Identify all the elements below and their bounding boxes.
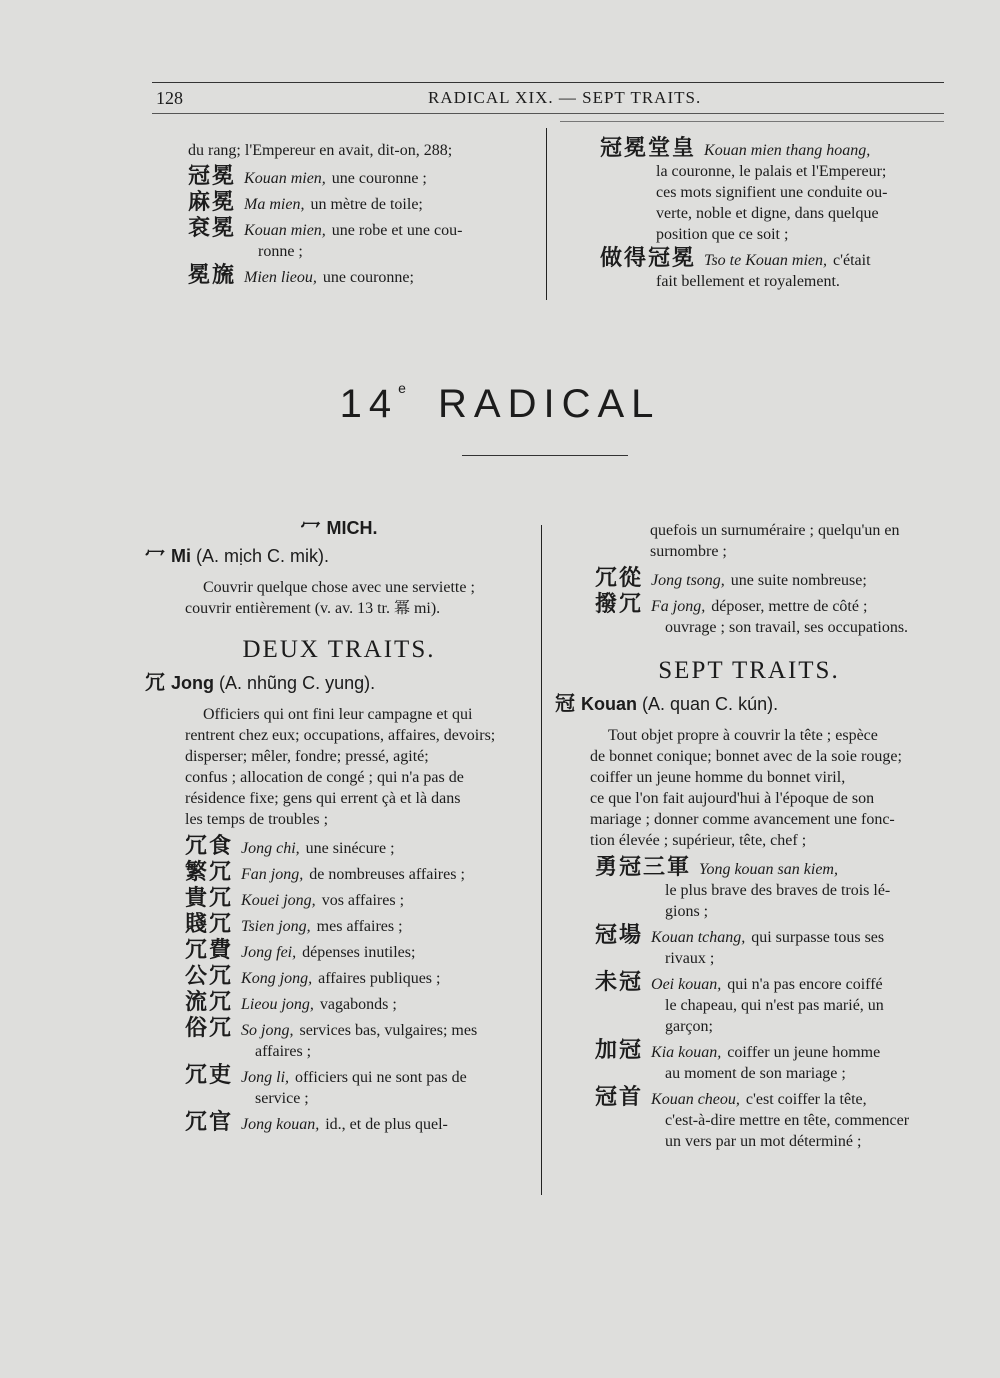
- chinese-characters: 冗官: [185, 1110, 234, 1135]
- dictionary-entry: [185, 1112, 533, 1135]
- dictionary-entry: [185, 1018, 533, 1062]
- main-column-divider: [541, 525, 542, 1195]
- romanization: Jong tsong,: [651, 572, 725, 589]
- gloss-continuation: fait bellement et royalement.: [656, 273, 840, 290]
- romanization: Tso te Kouan mien,: [704, 252, 827, 269]
- top-left-entries: [188, 166, 540, 288]
- gloss: qui surpasse tous ses: [751, 929, 885, 946]
- gloss-continuation: gions ;: [665, 903, 709, 920]
- kouan-rest: (A. quan C. kún).: [642, 694, 779, 714]
- jong-def-line: les temps de troubles ;: [185, 811, 329, 828]
- chinese-characters: 賤冗: [185, 912, 234, 937]
- jong-def-line: rentrent chez eux; occupations, affaires, devoirs;: [185, 727, 496, 744]
- dictionary-entry: [595, 972, 943, 1037]
- romanization: So jong,: [241, 1022, 294, 1039]
- gloss-continuation: verte, noble et digne, dans quelque: [656, 205, 879, 222]
- romanization: Fan jong,: [241, 866, 304, 883]
- radical-glyph: 冖: [300, 515, 321, 539]
- gloss: mes affaires ;: [316, 918, 403, 935]
- gloss: une sinécure ;: [305, 840, 395, 857]
- kouan-def-line: mariage ; donner comme avancement une fonc-: [590, 811, 895, 828]
- kouan-definition: [555, 725, 943, 851]
- dictionary-entry: [185, 940, 533, 963]
- entry-line: [595, 925, 943, 948]
- kouan-headword: [555, 693, 943, 715]
- dictionary-entry: [595, 925, 943, 969]
- entry-line: [185, 992, 533, 1015]
- entry-line: [185, 940, 533, 963]
- chinese-characters: 加冠: [595, 1038, 644, 1063]
- gloss: une couronne ;: [331, 170, 427, 187]
- gloss-continuation: ouvrage ; son travail, ses occupations.: [665, 619, 909, 636]
- chinese-characters: 做得冠冕: [600, 246, 697, 271]
- romanization: Jong kouan,: [241, 1116, 320, 1133]
- radical-head-text: MICH.: [326, 518, 378, 538]
- romanization: Kong jong,: [241, 970, 313, 987]
- entry-line: [185, 836, 533, 859]
- gloss: une robe et une cou-: [331, 222, 463, 239]
- radical-word: RADICAL: [438, 382, 661, 426]
- romanization: Jong chi,: [241, 840, 300, 857]
- gloss: déposer, mettre de côté ;: [711, 598, 868, 615]
- jong-compounds: [145, 836, 533, 1135]
- jong-bold: Jong: [171, 673, 214, 693]
- entry-line: [185, 862, 533, 885]
- gloss-continuation: un vers par un mot déterminé ;: [665, 1133, 862, 1150]
- chinese-characters: 冗食: [185, 834, 234, 859]
- left-column: [145, 517, 533, 1138]
- gloss: une couronne;: [322, 269, 414, 286]
- romanization: Kouan mien,: [244, 222, 326, 239]
- carry-line: surnombre ;: [650, 543, 727, 560]
- mi-def-line: Couvrir quelque chose avec une serviette ;: [203, 579, 475, 596]
- chinese-characters: 俗冗: [185, 1016, 234, 1041]
- mi-glyph: 冖: [145, 543, 165, 567]
- kouan-def-line: tion élevée ; supérieur, tête, chef ;: [590, 832, 807, 849]
- chinese-characters: 冗吏: [185, 1063, 234, 1088]
- gloss: coiffer un jeune homme: [727, 1044, 881, 1061]
- section-sept-traits: SEPT TRAITS.: [658, 657, 840, 684]
- jong-def-line: confus ; allocation de congé ; qui n'a pas de: [185, 769, 464, 786]
- entry-line: [185, 914, 533, 937]
- mi-headword: [145, 545, 533, 567]
- dictionary-entry: [185, 836, 533, 859]
- romanization: Kouan mien thang hoang,: [704, 142, 871, 159]
- chinese-characters: 流冗: [185, 990, 234, 1015]
- chinese-characters: 繁冗: [185, 860, 234, 885]
- romanization: Kouan mien,: [244, 170, 326, 187]
- jong-def-line: Officiers qui ont fini leur campagne et qui: [203, 706, 473, 723]
- title-rule: [462, 455, 628, 456]
- dictionary-entry: [595, 1040, 943, 1084]
- radical-superscript: e: [398, 380, 406, 396]
- entry-line: [185, 1065, 533, 1088]
- dictionary-entry: [595, 568, 943, 591]
- gloss: c'est coiffer la tête,: [745, 1091, 867, 1108]
- chinese-characters: 冗費: [185, 938, 234, 963]
- gloss-continuation: le plus brave des braves de trois lé-: [665, 882, 891, 899]
- entry-line: [595, 1040, 943, 1063]
- gloss-continuation: affaires ;: [255, 1043, 312, 1060]
- romanization: Mien lieou,: [244, 269, 317, 286]
- mi-def-line: couvrir entièrement (v. av. 13 tr. 冪 mi).: [185, 600, 441, 617]
- dictionary-entry: [188, 218, 540, 262]
- gloss: affaires publiques ;: [318, 970, 441, 987]
- running-title: RADICAL XIX. — SEPT TRAITS.: [428, 88, 702, 107]
- kouan-compounds: [555, 857, 943, 1152]
- dictionary-entry: [185, 1065, 533, 1109]
- entry-line: [185, 1018, 533, 1041]
- dictionary-entry: [185, 992, 533, 1015]
- jong-def-line: résidence fixe; gens qui errent çà et là dans: [185, 790, 461, 807]
- chinese-characters: 冕旒: [188, 263, 237, 288]
- gloss-continuation: la couronne, le palais et l'Empereur;: [656, 163, 887, 180]
- dictionary-entry: [185, 862, 533, 885]
- entry-line: [595, 857, 943, 880]
- dictionary-entry: [188, 192, 540, 215]
- kouan-def-line: de bonnet conique; bonnet avec de la soie rouge;: [590, 748, 902, 765]
- section-deux-traits: DEUX TRAITS.: [242, 636, 436, 663]
- jong-rest: (A. nhũng C. yung).: [219, 673, 376, 693]
- mi-rest: (A. mịch C. mik).: [196, 546, 330, 566]
- gloss-continuation: ronne ;: [258, 243, 303, 260]
- gloss-continuation: rivaux ;: [665, 950, 715, 967]
- jong-compounds-cont: [555, 568, 943, 638]
- romanization: Jong li,: [241, 1069, 290, 1086]
- jong-glyph: 冗: [145, 670, 165, 694]
- gloss: dépenses inutiles;: [302, 944, 416, 961]
- entry-line: [188, 192, 540, 215]
- kouan-def-line: ce que l'on fait aujourd'hui à l'époque de son: [590, 790, 875, 807]
- chinese-characters: 冠場: [595, 923, 644, 948]
- dictionary-entry: [188, 265, 540, 288]
- entry-line: [600, 248, 945, 271]
- page-number: 128: [156, 88, 183, 108]
- dictionary-entry: [185, 888, 533, 911]
- gloss-continuation: garçon;: [665, 1018, 713, 1035]
- header-rule-top: [152, 82, 944, 83]
- top-column-divider: [546, 128, 547, 300]
- radical-number: 14: [339, 382, 399, 426]
- gloss: services bas, vulgaires; mes: [299, 1022, 478, 1039]
- radical-head: [145, 517, 533, 539]
- chinese-characters: 麻冕: [188, 190, 237, 215]
- romanization: Kouan cheou,: [651, 1091, 740, 1108]
- romanization: Kouei jong,: [241, 892, 316, 909]
- gloss: une suite nombreuse;: [730, 572, 867, 589]
- gloss-continuation: position que ce soit ;: [656, 226, 789, 243]
- entry-line: [188, 218, 540, 241]
- kouan-def-line: Tout objet propre à couvrir la tête ; espèce: [608, 727, 878, 744]
- chinese-characters: 公冗: [185, 964, 234, 989]
- chinese-characters: 撥冗: [595, 592, 644, 617]
- right-column: [555, 520, 943, 1155]
- gloss-continuation: c'est-à-dire mettre en tête, commencer: [665, 1112, 910, 1129]
- gloss-continuation: au moment de son mariage ;: [665, 1065, 846, 1082]
- gloss: officiers qui ne sont pas de: [295, 1069, 467, 1086]
- gloss: de nombreuses affaires ;: [309, 866, 465, 883]
- jong-def-line: disperser; mêler, fondre; pressé, agité;: [185, 748, 429, 765]
- carry-line: quefois un surnuméraire ; quelqu'un en: [650, 522, 900, 539]
- entry-line: [595, 1087, 943, 1110]
- chinese-characters: 袞冕: [188, 216, 237, 241]
- gloss: vagabonds ;: [319, 996, 397, 1013]
- mi-bold: Mi: [171, 546, 191, 566]
- carry-over-block: [555, 520, 943, 562]
- dictionary-entry: [185, 914, 533, 937]
- romanization: Lieou jong,: [241, 996, 314, 1013]
- carry-over-text: du rang; l'Empereur en avait, dit-on, 288;: [188, 142, 453, 159]
- romanization: Oei kouan,: [651, 976, 722, 993]
- dictionary-entry: [185, 966, 533, 989]
- dictionary-entry: [188, 166, 540, 189]
- dictionary-entry: [595, 1087, 943, 1152]
- mi-definition: [145, 577, 533, 619]
- top-left-column: [188, 140, 540, 291]
- dictionary-entry: [600, 138, 945, 245]
- dictionary-entry: [595, 594, 943, 638]
- chinese-characters: 勇冠三軍: [595, 855, 692, 880]
- top-right-entries: [600, 138, 945, 292]
- dictionary-entry: [595, 857, 943, 922]
- gloss: qui n'a pas encore coiffé: [727, 976, 883, 993]
- chinese-characters: 未冠: [595, 970, 644, 995]
- header-rule-short: [560, 121, 944, 122]
- entry-line: [595, 594, 943, 617]
- gloss-continuation: le chapeau, qui n'est pas marié, un: [665, 997, 884, 1014]
- jong-headword: [145, 672, 533, 694]
- top-right-column: [600, 138, 945, 295]
- chinese-characters: 冠冕堂皇: [600, 136, 697, 161]
- chinese-characters: 冗從: [595, 566, 644, 591]
- gloss-continuation: service ;: [255, 1090, 309, 1107]
- entry-line: [188, 166, 540, 189]
- jong-definition: [145, 704, 533, 830]
- gloss: id., et de plus quel-: [325, 1116, 448, 1133]
- entry-line: [185, 1112, 533, 1135]
- gloss-continuation: ces mots signifient une conduite ou-: [656, 184, 888, 201]
- romanization: Fa jong,: [651, 598, 706, 615]
- entry-line: [600, 138, 945, 161]
- dictionary-entry: [600, 248, 945, 292]
- entry-line: [185, 888, 533, 911]
- gloss: c'était: [833, 252, 871, 269]
- kouan-bold: Kouan: [581, 694, 637, 714]
- romanization: Tsien jong,: [241, 918, 311, 935]
- header-rule-bottom: [152, 113, 944, 114]
- kouan-glyph: 冠: [555, 691, 575, 715]
- gloss: vos affaires ;: [321, 892, 405, 909]
- gloss: un mètre de toile;: [310, 196, 423, 213]
- entry-line: [188, 265, 540, 288]
- chinese-characters: 貴冗: [185, 886, 234, 911]
- romanization: Ma mien,: [244, 196, 305, 213]
- entry-line: [595, 568, 943, 591]
- chinese-characters: 冠冕: [188, 164, 237, 189]
- entry-line: [185, 966, 533, 989]
- romanization: Kouan tchang,: [651, 929, 746, 946]
- entry-line: [595, 972, 943, 995]
- romanization: Kia kouan,: [651, 1044, 722, 1061]
- romanization: Yong kouan san kiem,: [699, 861, 838, 878]
- kouan-def-line: coiffer un jeune homme du bonnet viril,: [590, 769, 846, 786]
- chinese-characters: 冠首: [595, 1085, 644, 1110]
- radical-title: [0, 380, 1000, 427]
- romanization: Jong fei,: [241, 944, 297, 961]
